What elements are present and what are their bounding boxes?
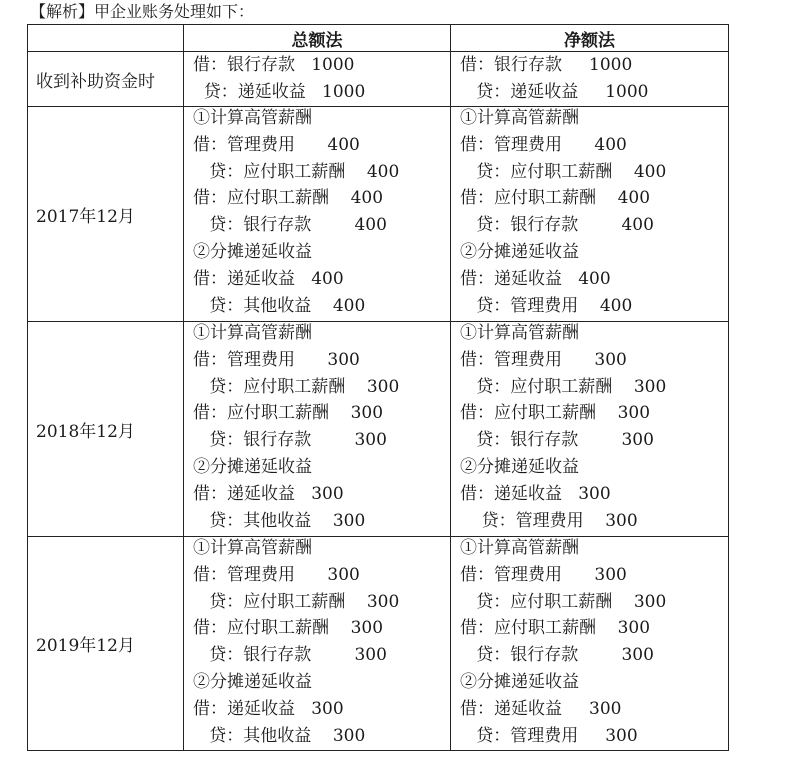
entry-line: ①计算高管薪酬 (460, 538, 579, 558)
entry-line: 借：应付职工薪酬 300 (193, 403, 384, 424)
entry-line: 借：管理费用 400 (193, 134, 360, 155)
table-header-row (28, 25, 729, 52)
entry-line: 借：银行存款 1000 (193, 55, 355, 75)
entry-line: ②分摊递延收益 (460, 672, 579, 692)
entry-line: 借：管理费用 300 (193, 349, 360, 370)
entry-line: ①计算高管薪酬 (460, 323, 579, 343)
entry-line: 贷：管理费用 300 (460, 510, 638, 531)
entry-line: 借：递延收益 300 (460, 483, 611, 504)
entry-line: ①计算高管薪酬 (193, 108, 312, 128)
entry-line: 贷：应付职工薪酬 300 (460, 591, 667, 612)
entry-line: 借：应付职工薪酬 300 (460, 403, 651, 424)
header-gross-method: 总额法 (184, 25, 451, 52)
entry-line: 贷：应付职工薪酬 300 (460, 376, 667, 397)
row-label: 收到补助资金时 (28, 52, 184, 107)
entry-line: 贷：银行存款 300 (193, 430, 387, 451)
entry-line: 借：应付职工薪酬 400 (193, 188, 384, 209)
entry-line: ②分摊递延收益 (193, 672, 312, 692)
entry-line: ①计算高管薪酬 (460, 108, 579, 128)
entry-line: 贷：其他收益 400 (193, 295, 366, 316)
accounting-table (27, 24, 729, 751)
row-label: 2017年12月 (28, 107, 184, 322)
entry-line: ①计算高管薪酬 (193, 323, 312, 343)
entry-line: 借：递延收益 300 (193, 483, 344, 504)
entry-line: 借：银行存款 1000 (460, 55, 633, 75)
entry-line: 借：递延收益 300 (460, 698, 622, 719)
entry-line: 贷：银行存款 300 (193, 645, 387, 666)
entry-line: 贷：应付职工薪酬 400 (460, 161, 667, 182)
table-row (28, 52, 729, 107)
table-row (28, 537, 729, 751)
entry-line: 贷：应付职工薪酬 300 (193, 591, 400, 612)
net-entries (451, 322, 729, 537)
entry-line: 借：管理费用 300 (460, 564, 627, 585)
entry-line: 贷：应付职工薪酬 400 (193, 161, 400, 182)
entry-line: 贷：银行存款 300 (460, 430, 654, 451)
entry-line: 借：管理费用 400 (460, 134, 627, 155)
entry-line: 贷：递延收益 1000 (460, 81, 649, 102)
entry-line: 贷：其他收益 300 (193, 510, 366, 531)
gross-entries (184, 322, 451, 537)
header-blank (28, 25, 184, 52)
entry-line: 借：应付职工薪酬 300 (193, 618, 384, 639)
row-label: 2019年12月 (28, 537, 184, 751)
table-row (28, 322, 729, 537)
entry-line: 贷：银行存款 400 (460, 215, 654, 236)
entry-line: ②分摊递延收益 (193, 242, 312, 262)
entry-line: 借：管理费用 300 (460, 349, 627, 370)
entry-line: 借：应付职工薪酬 400 (460, 188, 651, 209)
entry-line: 贷：银行存款 300 (460, 645, 654, 666)
entry-line: 借：递延收益 400 (193, 268, 344, 289)
entry-line: 借：递延收益 300 (193, 698, 344, 719)
gross-entries (184, 537, 451, 751)
entry-line: ②分摊递延收益 (460, 242, 579, 262)
entry-line: 借：递延收益 400 (460, 268, 611, 289)
entry-line: 借：应付职工薪酬 300 (460, 618, 651, 639)
entry-line: ②分摊递延收益 (460, 457, 579, 477)
gross-entries (184, 107, 451, 322)
gross-entries (184, 52, 451, 107)
header-net-method: 净额法 (451, 25, 729, 52)
answer-heading: 【解析】甲企业账务处理如下： (30, 2, 255, 21)
entry-line: 贷：银行存款 400 (193, 215, 387, 236)
entry-line: ①计算高管薪酬 (193, 538, 312, 558)
entry-line: ②分摊递延收益 (193, 457, 312, 477)
net-entries (451, 52, 729, 107)
entry-line: 贷：递延收益 1000 (193, 81, 366, 102)
entry-line: 贷：管理费用 300 (460, 725, 638, 746)
entry-line: 贷：管理费用 400 (460, 295, 633, 316)
table-row (28, 107, 729, 322)
net-entries (451, 537, 729, 751)
net-entries (451, 107, 729, 322)
entry-line: 贷：应付职工薪酬 300 (193, 376, 400, 397)
entry-line: 借：管理费用 300 (193, 564, 360, 585)
row-label: 2018年12月 (28, 322, 184, 537)
entry-line: 贷：其他收益 300 (193, 725, 366, 746)
